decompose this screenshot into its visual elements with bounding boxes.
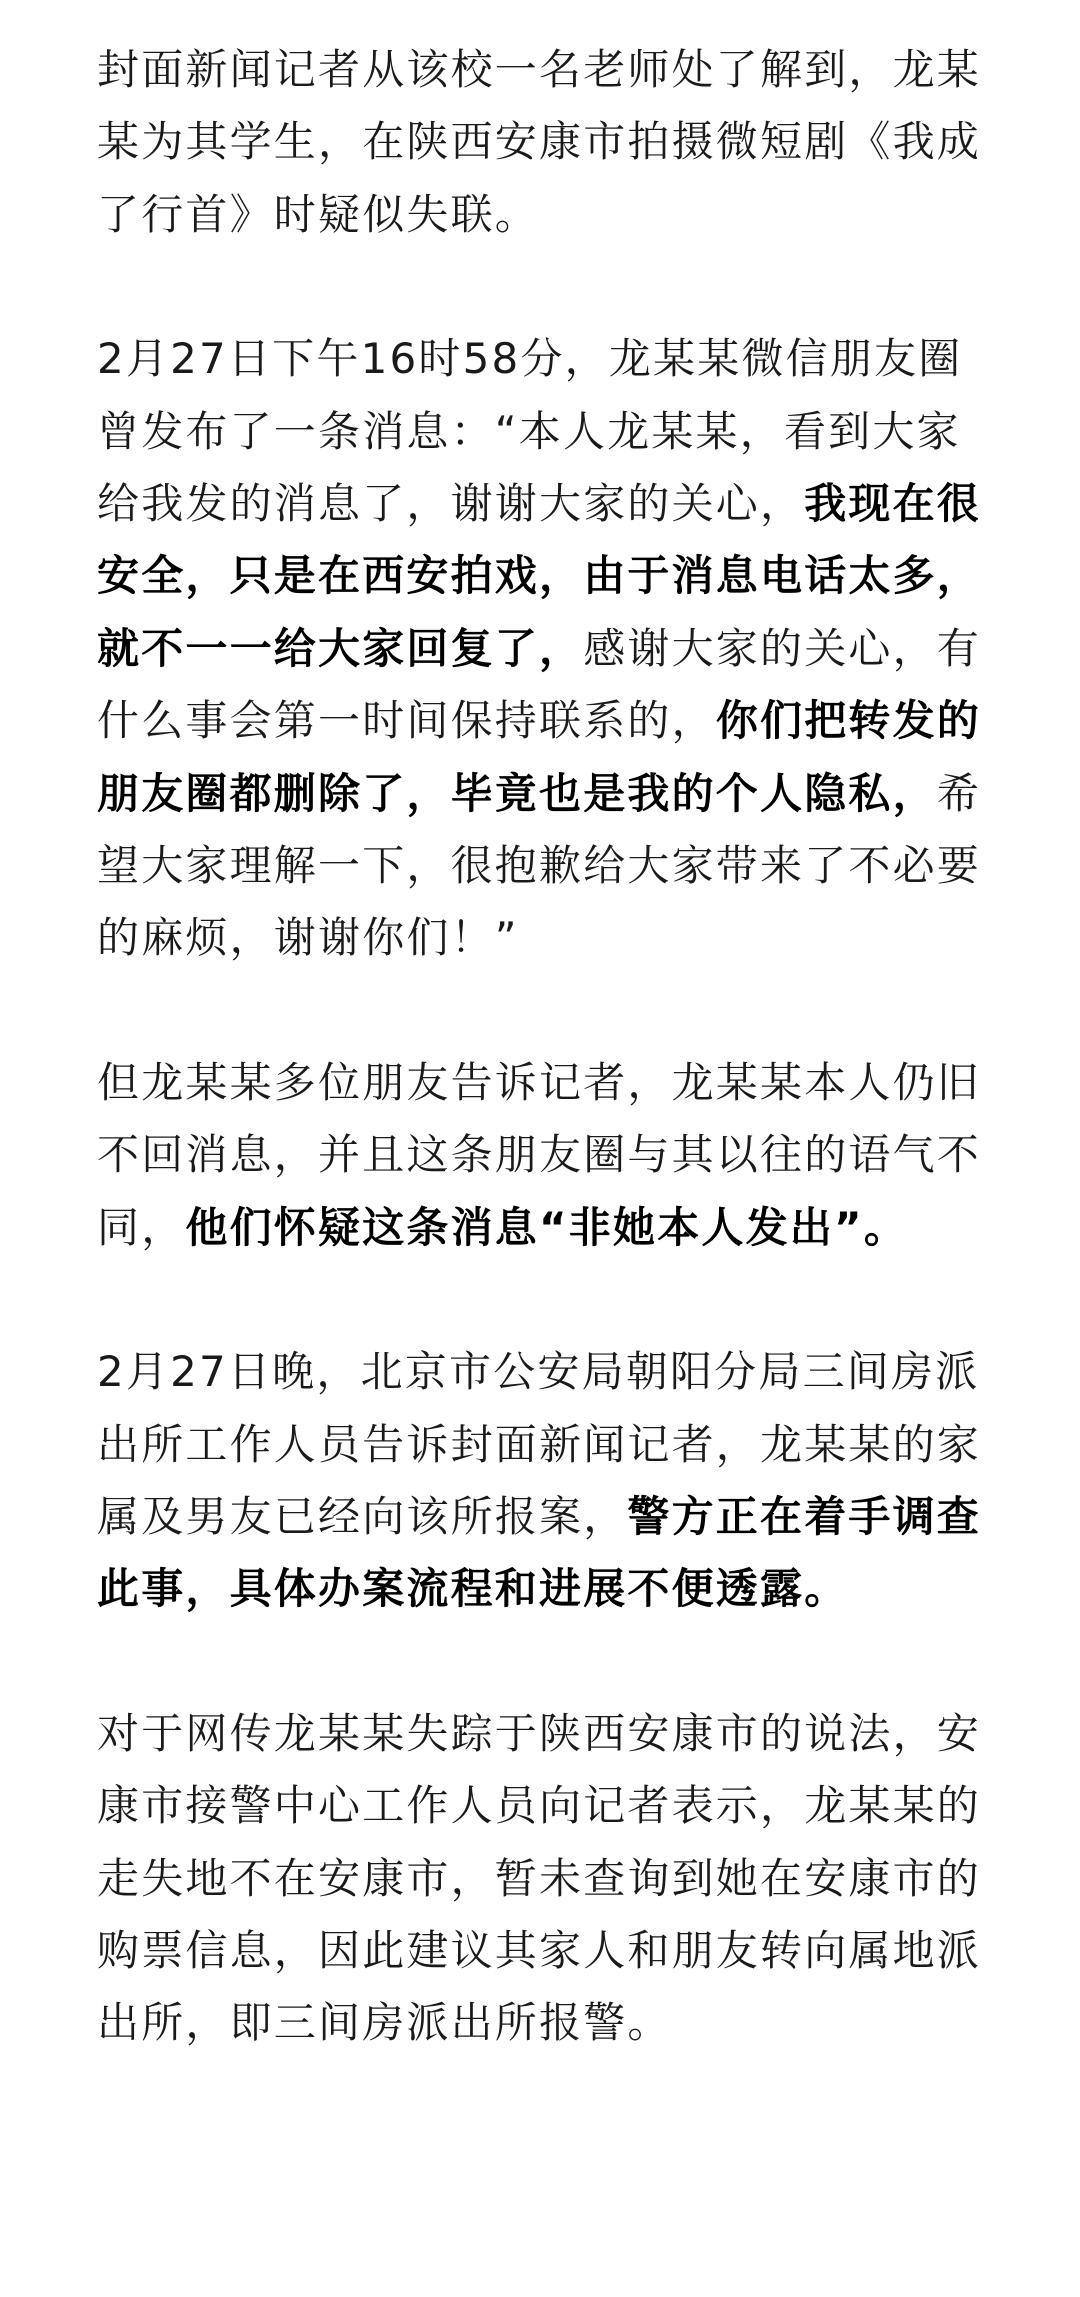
text-segment: 对于网传龙某某失踪于陕西安康市的说法，安康市接警中心工作人员向记者表示，龙某某的走失地不在安康市，暂未查询到她在安康市的购票信息，因此建议其家人和朋友转向属地派出所，即三间房派出所报警。 xyxy=(97,1708,982,2048)
article-body xyxy=(97,34,997,2060)
paragraph xyxy=(97,1047,997,1264)
text-segment: 2月27日下午16时58分，龙某某微信朋友圈曾发布了一条消息：“本人龙某某，看到大家给我发的消息了，谢谢大家的关心， xyxy=(97,334,963,529)
bold-text-segment: 我现在很安全，只是在西安拍戏，由于消息电话太多，就不一一给大家回复了， xyxy=(97,479,982,673)
paragraph xyxy=(97,323,997,975)
text-segment: 希望大家理解一下，很抱歉给大家带来了不必要的麻烦，谢谢你们！” xyxy=(97,768,982,963)
text-segment: 但龙某某多位朋友告诉记者，龙某某本人仍旧不回消息，并且这条朋友圈与其以往的语气不同， xyxy=(97,1057,982,1252)
text-segment: 2月27日晚，北京市公安局朝阳分局三间房派出所工作人员告诉封面新闻记者，龙某某的家属及男友已经向该所报案， xyxy=(97,1347,982,1541)
paragraph xyxy=(97,34,997,251)
paragraph xyxy=(97,1336,997,1626)
bold-text-segment: 你们把转发的朋友圈都删除了，毕竟也是我的个人隐私， xyxy=(97,696,982,818)
paragraph xyxy=(97,1698,997,2060)
text-segment: 封面新闻记者从该校一名老师处了解到，龙某某为其学生，在陕西安康市拍摄微短剧《我成了行首》时疑似失联。 xyxy=(97,45,982,239)
text-segment: 感谢大家的关心，有什么事会第一时间保持联系的， xyxy=(97,623,982,746)
bold-text-segment: 警方正在着手调查此事，具体办案流程和进展不便透露。 xyxy=(97,1491,982,1614)
bold-text-segment: 他们怀疑这条消息“非她本人发出”。 xyxy=(185,1202,909,1252)
